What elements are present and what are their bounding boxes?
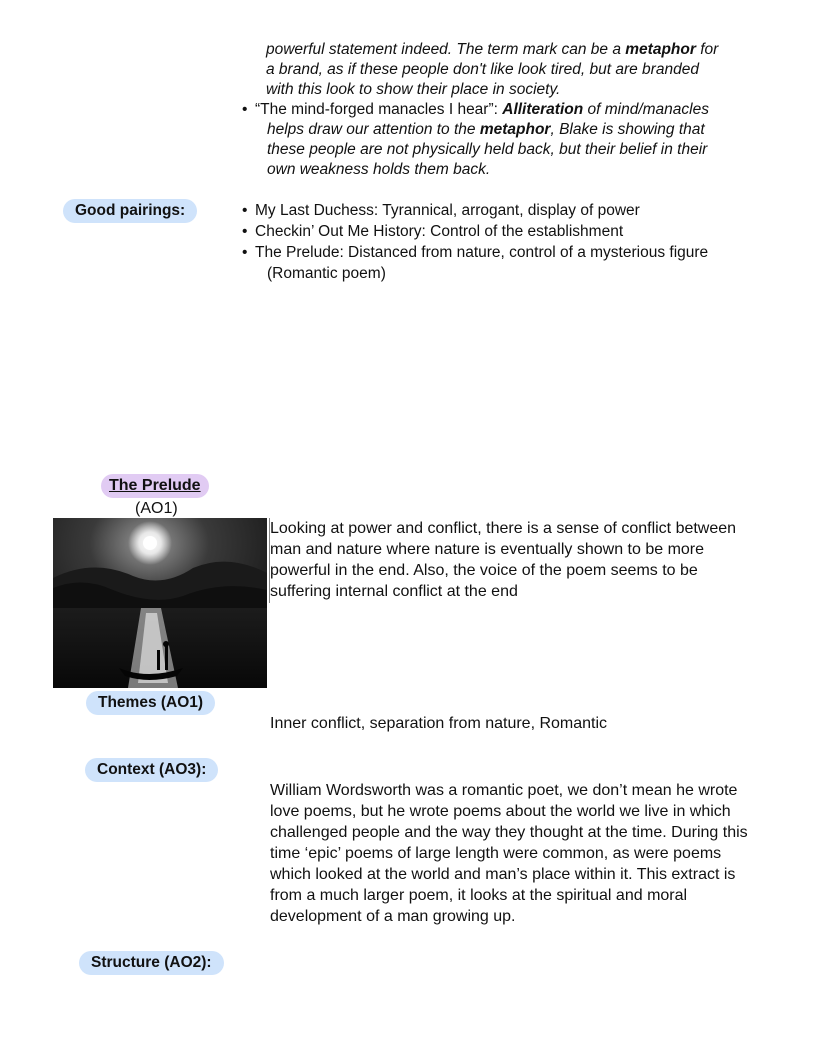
text-box-border xyxy=(269,518,270,603)
good-pairings-list xyxy=(242,200,802,284)
list-item: • Checkin’ Out Me History: Control of the establishment xyxy=(242,221,802,242)
poem-ao-label: (AO1) xyxy=(135,500,178,517)
paragraph-line: challenged people and the way they thought at the time. During this xyxy=(270,824,748,841)
moonlit-lake-boat-icon xyxy=(53,518,267,688)
themes-label: Themes (AO1) xyxy=(86,691,215,715)
paragraph-line: Looking at power and conflict, there is a sense of conflict between xyxy=(270,520,737,537)
analysis-line: powerful statement indeed. The term mark can be a metaphor for xyxy=(266,41,719,58)
structure-label: Structure (AO2): xyxy=(79,951,224,975)
paragraph-line: powerful in the end. Also, the voice of the poem seems to be xyxy=(270,562,698,579)
good-pairings-label: Good pairings: xyxy=(63,199,197,223)
list-item: • My Last Duchess: Tyrannical, arrogant, display of power xyxy=(242,200,802,221)
analysis-line: a brand, as if these people don't like look tired, but are branded xyxy=(266,61,699,78)
paragraph-line: which looked at the world and man’s place within it. This extract is xyxy=(270,866,736,883)
prelude-intro xyxy=(270,518,810,602)
paragraph-line: love poems, but he wrote poems about the world we live in which xyxy=(270,803,731,820)
list-item: • The Prelude: Distanced from nature, control of a mysterious figure (Romantic poem) xyxy=(242,242,802,284)
paragraph-line: suffering internal conflict at the end xyxy=(270,583,518,600)
poem-title: The Prelude xyxy=(101,474,209,498)
blake-analysis-continuation xyxy=(266,40,786,100)
paragraph-line: man and nature where nature is eventually shown to be more xyxy=(270,541,705,558)
list-item: • “The mind-forged manacles I hear”: Alliteration of mind/manacles helps draw our attention to the metaphor, Blake is showing that these people are not physically held back, but their belief in their own weakness holds them back. xyxy=(242,99,787,180)
themes-text: Inner conflict, separation from nature, Romantic xyxy=(270,715,608,732)
context-text xyxy=(270,780,815,927)
paragraph-line: William Wordsworth was a romantic poet, we don’t mean he wrote xyxy=(270,782,738,799)
context-label: Context (AO3): xyxy=(85,758,218,782)
paragraph-line: time ‘epic’ poems of large length were common, as were poems xyxy=(270,845,722,862)
paragraph-line: from a much larger poem, it looks at the spiritual and moral xyxy=(270,887,688,904)
paragraph-line: development of a man growing up. xyxy=(270,908,516,925)
blake-quote-bullet xyxy=(242,99,787,180)
analysis-line: with this look to show their place in society. xyxy=(266,81,561,98)
